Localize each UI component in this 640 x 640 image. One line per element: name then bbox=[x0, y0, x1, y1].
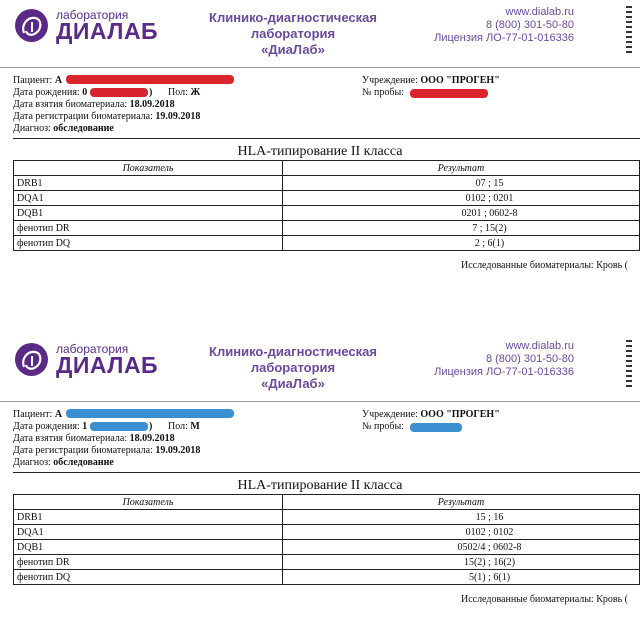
sample-no-row: № пробы: bbox=[362, 421, 404, 432]
table-title: HLA-типирование II класса bbox=[237, 478, 403, 493]
sex-row: Пол: Ж bbox=[168, 87, 201, 98]
redaction-birth bbox=[90, 422, 148, 431]
divider bbox=[0, 67, 640, 68]
redaction-sample-no bbox=[410, 89, 488, 98]
row-name: DQA1 bbox=[14, 191, 283, 206]
hla-table bbox=[13, 494, 640, 585]
dialab-logo-icon bbox=[15, 9, 48, 42]
logo-title: ДИАЛАБ bbox=[56, 18, 159, 44]
logo-subtitle: лаборатория bbox=[56, 342, 129, 356]
sex-row: Пол: М bbox=[168, 421, 200, 432]
row-value: 0502/4 ; 0602-8 bbox=[283, 540, 640, 555]
row-name: DQB1 bbox=[14, 206, 283, 221]
row-value: 15 ; 16 bbox=[283, 510, 640, 525]
table-row bbox=[14, 176, 640, 191]
row-name: фенотип DR bbox=[14, 555, 283, 570]
redaction-birth bbox=[90, 88, 148, 97]
website-link[interactable]: www.dialab.ru bbox=[505, 340, 574, 352]
phone: 8 (800) 301-50-80 bbox=[485, 19, 574, 31]
sample-date-row: Дата взятия биоматериала: 18.09.2018 bbox=[13, 433, 175, 444]
table-row bbox=[14, 570, 640, 585]
sample-date-row: Дата взятия биоматериала: 18.09.2018 bbox=[13, 99, 175, 110]
table-top-rule bbox=[13, 138, 640, 139]
row-value: 07 ; 15 bbox=[283, 176, 640, 191]
birth-suffix: ) bbox=[149, 421, 153, 432]
row-value: 15(2) ; 16(2) bbox=[283, 555, 640, 570]
institution-row: Учреждение: ООО "ПРОГЕН" bbox=[362, 409, 500, 420]
row-name: фенотип DQ bbox=[14, 570, 283, 585]
table-row bbox=[14, 191, 640, 206]
row-name: DRB1 bbox=[14, 510, 283, 525]
patient-row: Пациент: А bbox=[13, 75, 63, 86]
divider bbox=[0, 401, 640, 402]
col-indicator: Показатель bbox=[14, 495, 283, 510]
table-header bbox=[14, 161, 640, 176]
table-row bbox=[14, 525, 640, 540]
redaction-patient bbox=[66, 409, 234, 418]
lab-title: Клинико-диагностическая лаборатория «ДиаЛаб» bbox=[209, 10, 377, 57]
row-value: 7 ; 15(2) bbox=[283, 221, 640, 236]
edge-marks bbox=[626, 340, 632, 396]
logo-title: ДИАЛАБ bbox=[56, 352, 159, 378]
sample-no-row: № пробы: bbox=[362, 87, 404, 98]
table-top-rule bbox=[13, 472, 640, 473]
diagnosis-row: Диагноз: обследование bbox=[13, 123, 114, 134]
license: Лицензия ЛО-77-01-016336 bbox=[434, 32, 574, 44]
row-name: фенотип DR bbox=[14, 221, 283, 236]
row-value: 5(1) ; 6(1) bbox=[283, 570, 640, 585]
edge-marks bbox=[626, 6, 632, 62]
row-value: 2 ; 6(1) bbox=[283, 236, 640, 251]
table-row bbox=[14, 221, 640, 236]
row-value: 0102 ; 0102 bbox=[283, 525, 640, 540]
row-name: DRB1 bbox=[14, 176, 283, 191]
lab-contacts bbox=[434, 340, 574, 379]
table-row bbox=[14, 510, 640, 525]
diagnosis-row: Диагноз: обследование bbox=[13, 457, 114, 468]
table-row bbox=[14, 206, 640, 221]
patient-row: Пациент: А bbox=[13, 409, 63, 420]
footnote: Исследованные биоматериалы: Кровь ( bbox=[460, 260, 628, 271]
reg-date-row: Дата регистрации биоматериала: 19.09.2018 bbox=[13, 111, 201, 122]
table-row bbox=[14, 236, 640, 251]
row-value: 0201 ; 0602-8 bbox=[283, 206, 640, 221]
table-header bbox=[14, 495, 640, 510]
row-name: фенотип DQ bbox=[14, 236, 283, 251]
row-name: DQB1 bbox=[14, 540, 283, 555]
row-value: 0102 ; 0201 bbox=[283, 191, 640, 206]
footnote: Исследованные биоматериалы: Кровь ( bbox=[460, 594, 628, 605]
lab-contacts bbox=[434, 6, 574, 45]
report-1 bbox=[0, 0, 640, 300]
row-name: DQA1 bbox=[14, 525, 283, 540]
redaction-patient bbox=[66, 75, 234, 84]
table-row bbox=[14, 555, 640, 570]
institution-row: Учреждение: ООО "ПРОГЕН" bbox=[362, 75, 500, 86]
hla-table bbox=[13, 160, 640, 251]
lab-title: Клинико-диагностическая лаборатория «ДиаЛаб» bbox=[209, 344, 377, 391]
col-indicator: Показатель bbox=[14, 161, 283, 176]
table-title: HLA-типирование II класса bbox=[237, 144, 403, 159]
birth-row: Дата рождения: 1 bbox=[13, 421, 88, 432]
phone: 8 (800) 301-50-80 bbox=[485, 353, 574, 365]
birth-row: Дата рождения: 0 bbox=[13, 87, 88, 98]
birth-suffix: ) bbox=[149, 87, 153, 98]
col-result: Результат bbox=[283, 161, 640, 176]
logo-subtitle: лаборатория bbox=[56, 8, 129, 22]
col-result: Результат bbox=[283, 495, 640, 510]
table-row bbox=[14, 540, 640, 555]
reg-date-row: Дата регистрации биоматериала: 19.09.2018 bbox=[13, 445, 201, 456]
report-2 bbox=[0, 334, 640, 634]
redaction-sample-no bbox=[410, 423, 462, 432]
website-link[interactable]: www.dialab.ru bbox=[505, 6, 574, 18]
dialab-logo-icon bbox=[15, 343, 48, 376]
license: Лицензия ЛО-77-01-016336 bbox=[434, 366, 574, 378]
